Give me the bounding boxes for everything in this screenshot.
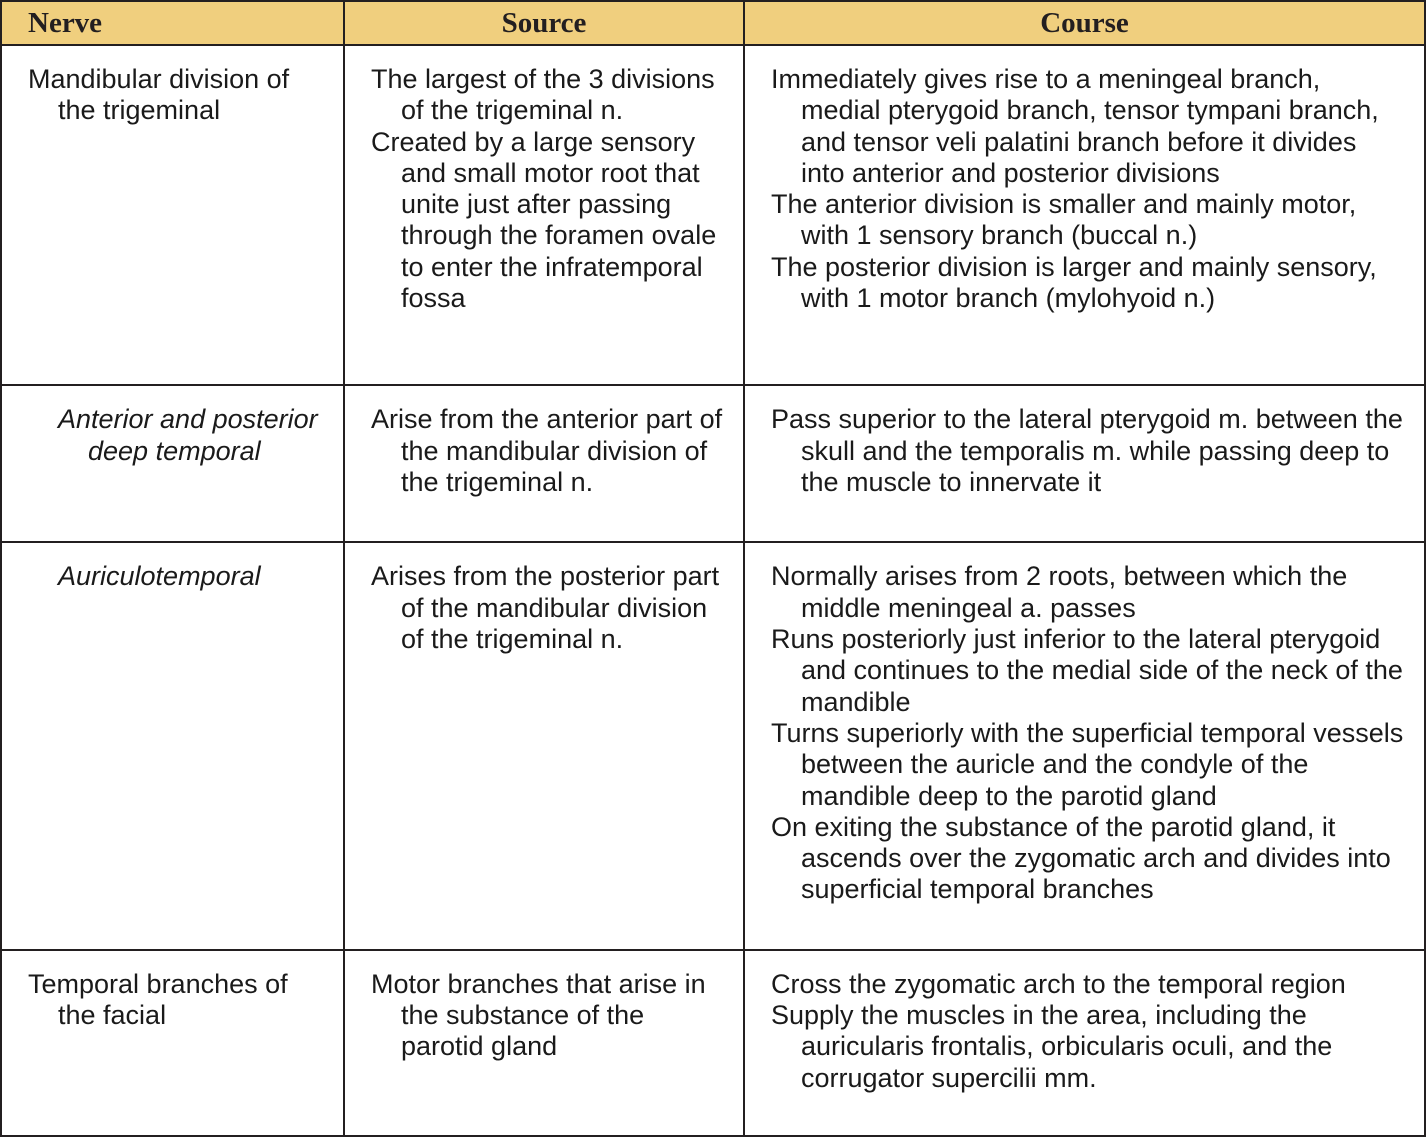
header-source: Source — [344, 1, 744, 45]
course-text: Supply the muscles in the area, including the auricularis frontalis, orbicularis oculi, and the corrugator supercilii mm. — [771, 1000, 1333, 1093]
course-cell — [744, 385, 1425, 542]
table-row — [1, 45, 1425, 385]
table-row — [1, 542, 1425, 949]
header-nerve: Nerve — [1, 1, 344, 45]
nerve-cell — [1, 950, 344, 1136]
course-text: Turns superiorly with the superficial temporal vessels between the auricle and the condyle of the mandible deep to the parotid gland — [771, 717, 1404, 811]
source-text: Created by a large sensory and small motor root that unite just after passing through the foramen ovale to enter the infratemporal fossa — [371, 126, 717, 314]
nerve-name: Temporal branches of the facial — [28, 968, 288, 1031]
course-cell — [744, 45, 1425, 385]
nerve-cell — [1, 542, 344, 949]
nerve-cell — [1, 385, 344, 542]
table-row — [1, 385, 1425, 542]
nerve-name: Auriculotemporal — [58, 561, 261, 592]
source-text: Arises from the posterior part of the mandibular division of the trigeminal n. — [371, 561, 720, 655]
source-text: Motor branches that arise in the substance of the parotid gland — [371, 968, 706, 1062]
course-text: The anterior division is smaller and mainly motor, with 1 sensory branch (buccal n.) — [771, 189, 1357, 251]
course-cell — [744, 542, 1425, 949]
source-cell — [344, 542, 744, 949]
nerve-cell — [1, 45, 344, 385]
source-cell — [344, 385, 744, 542]
table-header — [1, 1, 1425, 45]
table-body — [1, 45, 1425, 1136]
course-text: Cross the zygomatic arch to the temporal region — [771, 968, 1346, 999]
course-text: The posterior division is larger and mainly sensory, with 1 motor branch (mylohyoid n.) — [771, 251, 1377, 314]
source-text: Arise from the anterior part of the mandibular division of the trigeminal n. — [371, 404, 723, 497]
source-cell — [344, 45, 744, 385]
course-text: Immediately gives rise to a meningeal branch, medial pterygoid branch, tensor tympani branch, and tensor veli palatini branch before it divides into anterior and posterior divisions — [771, 64, 1379, 188]
source-cell — [344, 950, 744, 1136]
course-text: On exiting the substance of the parotid gland, it ascends over the zygomatic arch and divides into superficial temporal branches — [771, 811, 1391, 905]
course-text: Normally arises from 2 roots, between which the middle meningeal a. passes — [771, 561, 1348, 623]
header-row — [1, 1, 1425, 45]
nerve-name: Mandibular division of the trigeminal — [28, 64, 290, 126]
table-row — [1, 950, 1425, 1136]
course-text: Pass superior to the lateral pterygoid m. between the skull and the temporalis m. while passing deep to the muscle to innervate it — [771, 404, 1403, 497]
source-text: The largest of the 3 divisions of the trigeminal n. — [371, 64, 715, 126]
course-text: Runs posteriorly just inferior to the lateral pterygoid and continues to the medial side of the neck of the mandible — [771, 624, 1403, 717]
course-cell — [744, 950, 1425, 1136]
nerve-name: Anterior and posterior deep temporal — [58, 404, 318, 466]
header-course: Course — [744, 1, 1425, 45]
